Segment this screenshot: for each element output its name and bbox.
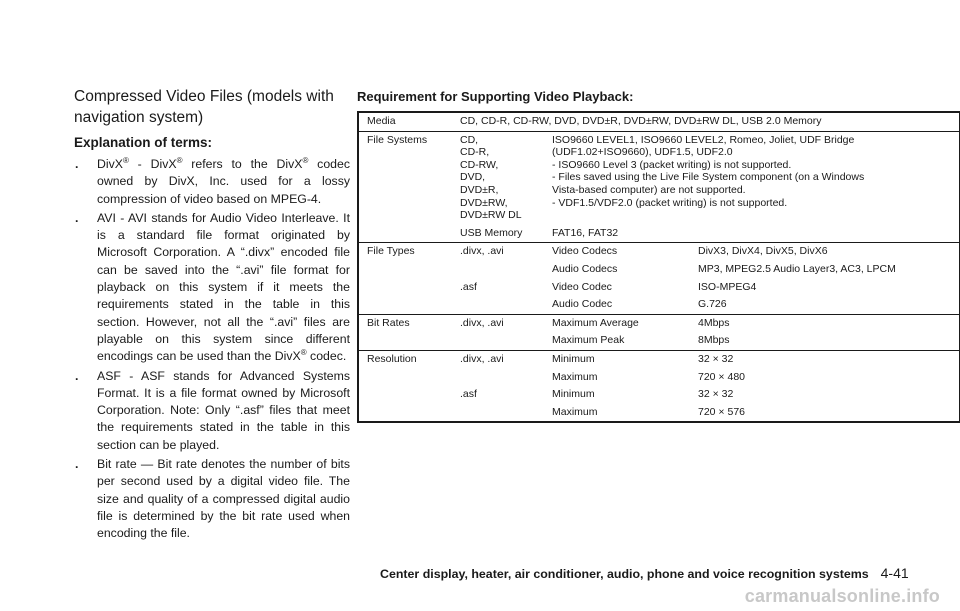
table-row: .asf Video Codec ISO-MPEG4 <box>460 280 757 293</box>
terms-list <box>74 156 350 543</box>
row-label-bit-rates: Bit Rates <box>358 314 452 350</box>
term-divx: . DivX® - DivX® refers to the DivX® codec owned by DivX, Inc. used for a lossy compression of video based on MPEG-4. <box>75 156 350 206</box>
table-row: .asf Minimum 32 × 32 <box>460 388 734 401</box>
disc-file-system-details: ISO9660 LEVEL1, ISO9660 LEVEL2, Romeo, Joliet, UDF Bridge (UDF1.02+ISO9660), UDF1.5, UDF2.0 - ISO9660 Level 3 (packet writing) is not supported. - Files saved using the Live File System component (on a Windows Vista-based computer) are not supported. - VDF1.5/VDF2.0 (packet writing) is not supported. <box>544 131 960 225</box>
requirements-title: Requirement for Supporting Video Playback: <box>357 89 634 104</box>
disc-types: CD, CD-R, CD-RW, DVD, DVD±R, DVD±RW, DVD±RW DL <box>452 131 544 225</box>
row-label-file-types: File Types <box>358 243 452 314</box>
section-title: Compressed Video Files (models with navigation system) <box>74 88 334 126</box>
left-column <box>74 86 350 545</box>
usb-memory-value: FAT16, FAT32 <box>552 226 619 239</box>
table-row <box>358 131 960 225</box>
row-label-file-systems: File Systems <box>358 131 452 243</box>
page-number: 4-41 <box>880 565 909 581</box>
term-avi: . AVI - AVI stands for Audio Video Interleave. It is a standard file format originated by Microsoft Corporation. A “.divx” encoded file can be saved into the “.avi” file format for playback on this system if it meets the requirements stated in the table in this section. However, not all the “.avi” files are playable on this system since different encodings can be used than the DivX® codec. <box>75 210 350 364</box>
table-row: Bit Rates .divx, .avi Maximum Average 4Mbps <box>358 314 960 332</box>
table-row <box>358 112 960 131</box>
row-label-resolution: Resolution <box>358 350 452 422</box>
table-row: Maximum 720 × 576 <box>552 405 746 418</box>
requirements-table <box>357 111 960 423</box>
right-column <box>357 88 960 423</box>
table-row: Audio Codecs MP3, MPEG2.5 Audio Layer3, AC3, LPCM <box>552 262 896 275</box>
footer-section-title: Center display, heater, air conditioner, audio, phone and voice recognition systems <box>380 567 869 581</box>
term-asf: . ASF - ASF stands for Advanced Systems Format. It is a file format owned by Microsoft Corporation. Note: Only “.asf” files that meet the requirements stated in the table in this section can be played. <box>75 368 350 452</box>
table-row: File Types .divx, .avi Video Codecs DivX3, DivX4, DivX5, DivX6 <box>358 243 960 261</box>
terms-heading: Explanation of terms: <box>74 135 213 150</box>
bullet-glyph: . <box>75 157 79 171</box>
watermark: carmanualsonline.info <box>744 586 940 606</box>
page-footer <box>380 565 909 581</box>
term-bit-rate: . Bit rate — Bit rate denotes the number of bits per second used by a digital video file. The size and quality of a compressed digital audio file is determined by the bit rate used when encoding the file. <box>75 457 350 541</box>
table-row: Maximum 720 × 480 <box>552 370 746 383</box>
row-label-media: Media <box>367 115 396 127</box>
usb-memory-label: USB Memory <box>460 226 523 239</box>
bullet-glyph: . <box>75 457 79 472</box>
bullet-glyph: . <box>75 210 79 225</box>
table-row: Audio Codec G.726 <box>552 298 727 311</box>
table-row: Resolution .divx, .avi Minimum 32 × 32 <box>358 350 960 368</box>
table-row: Maximum Peak 8Mbps <box>552 334 730 347</box>
media-value: CD, CD-R, CD-RW, DVD, DVD±R, DVD±RW, DVD±RW DL, USB 2.0 Memory <box>460 115 822 127</box>
bullet-glyph: . <box>75 368 79 383</box>
